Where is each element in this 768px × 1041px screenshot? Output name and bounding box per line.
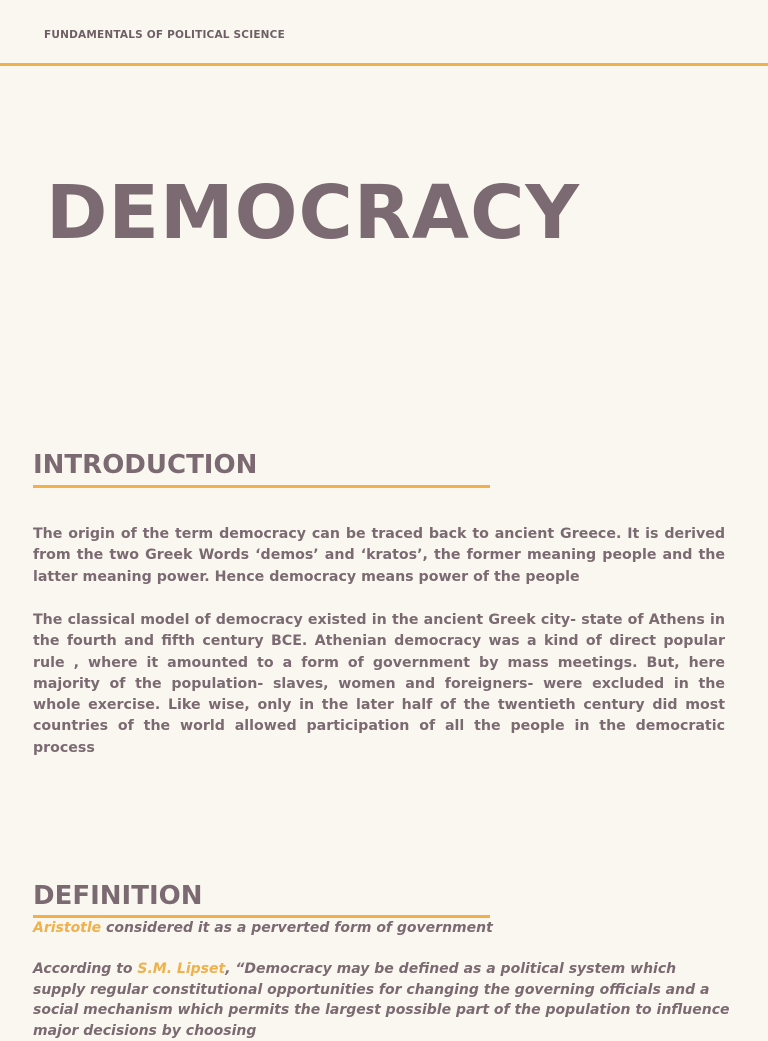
- aristotle-definition: [33, 918, 733, 939]
- page-title: DEMOCRACY: [46, 170, 580, 256]
- lipset-name: S.M. Lipset: [137, 961, 226, 977]
- section-heading-definition: DEFINITION: [33, 881, 203, 911]
- document-header: FUNDAMENTALS OF POLITICAL SCIENCE: [44, 29, 285, 41]
- intro-paragraph-1: The origin of the term democracy can be traced back to ancient Greece. It is derived from the two Greek Words ‘demos’ and ‘kratos’, the former meaning people and the latter meaning power. Hence democracy means power of the people: [33, 526, 725, 585]
- aristotle-text: considered it as a perverted form of government: [101, 920, 493, 936]
- section-heading-introduction: INTRODUCTION: [33, 450, 258, 480]
- section-divider-introduction: [33, 485, 490, 488]
- header-divider: [0, 63, 768, 66]
- intro-paragraph-2: The classical model of democracy existed in the ancient Greek city- state of Athens in the fourth and fifth century BCE. Athenian democracy was a kind of direct popular rule , where it amounted to a form of government by mass meetings. But, here majority of the population- slaves, women and foreigners- were excluded in the whole exercise. Like wise, only in the later half of the twentieth century did most countries of the world allowed participation of all the people in the democratic process: [33, 612, 725, 756]
- lipset-definition: [33, 959, 733, 1041]
- lipset-prefix: According to: [33, 961, 138, 977]
- lipset-text: , “Democracy may be defined as a political system which supply regular constitutional opportunities for changing the governing officials and a social mechanism which permits the largest possible part of the population to influence major decisions by choosing: [33, 961, 730, 1039]
- aristotle-name: Aristotle: [33, 920, 102, 936]
